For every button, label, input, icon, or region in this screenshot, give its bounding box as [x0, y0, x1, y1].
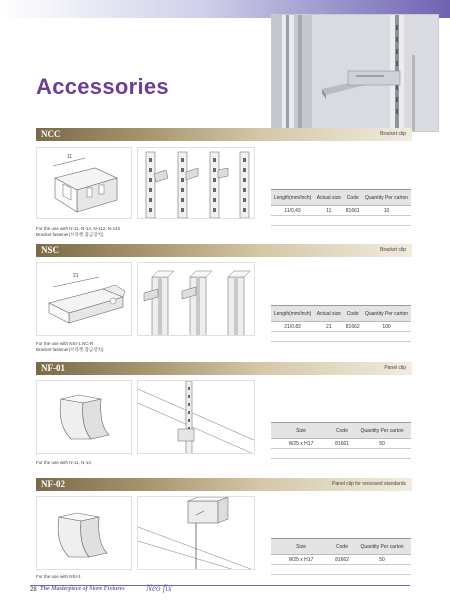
ncc-usage-note: [36, 226, 120, 238]
table-cell: 81662: [331, 555, 353, 565]
nsc-usage-note: [36, 341, 103, 353]
note-line: For the use with N-11, N-14: [36, 460, 91, 465]
ncc-dimension-label: 11: [67, 154, 73, 160]
table-row: [271, 206, 411, 216]
table-cell: 11/0.43: [271, 206, 314, 216]
column-header: Quantity Per carton: [353, 423, 411, 439]
nf-02-clip-drawing: [36, 496, 132, 570]
nsc-clip-drawing: [36, 262, 132, 336]
note-line: For the use with N-11, N-14, N-112, N-142: [36, 226, 121, 231]
column-header: Length(mm/inch): [271, 306, 314, 322]
column-header: Quantity Per carton: [362, 190, 411, 206]
column-header: Actual size: [314, 190, 343, 206]
table-header-row: [271, 423, 411, 439]
table-row: [271, 322, 411, 332]
footer-tagline: The Masterpiece of Store Fixtures: [40, 586, 125, 592]
table-cell: 81661: [343, 206, 362, 216]
section-code: NF-01: [41, 363, 65, 373]
table-cell: 11: [314, 206, 343, 216]
table-row: [271, 555, 411, 565]
table-row: [271, 439, 411, 449]
table-cell: 81661: [331, 439, 353, 449]
section-header-nsc: [36, 244, 412, 257]
nsc-standards-drawing: [137, 262, 255, 336]
column-header: Actual size: [314, 306, 343, 322]
table-cell: 50: [353, 555, 411, 565]
nf-01-usage-note: [36, 460, 91, 466]
column-header: Quantity Per carton: [362, 306, 411, 322]
page-title: Accessories: [36, 74, 169, 99]
section-header-ncc: [36, 128, 412, 141]
section-code: NCC: [41, 129, 61, 139]
table-header-row: [271, 190, 411, 206]
column-header: Quantity Per carton: [353, 539, 411, 555]
table-cell: 21: [314, 322, 343, 332]
section-code: NSC: [41, 245, 60, 255]
column-header: Size: [271, 423, 331, 439]
nsc-spec-table: [271, 305, 411, 342]
ncc-standards-drawing: [137, 147, 255, 219]
page-number: 28: [30, 587, 37, 593]
table-row-empty: [271, 216, 411, 226]
section-code: NF-02: [41, 479, 65, 489]
nf-02-usage-note: [36, 574, 81, 580]
table-header-row: [271, 306, 411, 322]
table-cell: W25 x H17: [271, 555, 331, 565]
note-line: For the use with NSI-1,NC-R: [36, 341, 94, 346]
section-type: Panel clip: [384, 365, 406, 371]
column-header: Code: [331, 539, 353, 555]
section-type: Bracket clip: [380, 247, 406, 253]
note-line: Bracket fastener(브라켓 잠금장치): [36, 347, 104, 352]
table-cell: 100: [362, 322, 411, 332]
nf-01-install-drawing: [137, 380, 255, 454]
brand-logo: Neo fix: [146, 583, 172, 593]
column-header: Code: [343, 306, 362, 322]
table-header-row: [271, 539, 411, 555]
ncc-clip-drawing: [36, 147, 132, 219]
table-row-empty: [271, 449, 411, 459]
section-header-nf-01: [36, 362, 412, 375]
section-type: Bracket clip: [380, 131, 406, 137]
note-line: For the use with NSI-1: [36, 574, 81, 579]
table-cell: 10: [362, 206, 411, 216]
nf-01-spec-table: [271, 422, 411, 459]
nf-02-spec-table: [271, 538, 411, 575]
table-cell: 21/0.82: [271, 322, 314, 332]
nf-01-clip-drawing: [36, 380, 132, 454]
section-header-nf-02: [36, 478, 412, 491]
nf-02-install-drawing: [137, 496, 255, 570]
column-header: Length(mm/inch): [271, 190, 314, 206]
nsc-dimension-label: 21: [73, 273, 79, 279]
column-header: Size: [271, 539, 331, 555]
table-row-empty: [271, 332, 411, 342]
section-type: Panel clip for recessed standards: [332, 481, 406, 487]
hero-photo: [271, 14, 439, 132]
table-cell: 50: [353, 439, 411, 449]
column-header: Code: [343, 190, 362, 206]
note-line: Bracket fastener(브라켓 잠금장치): [36, 232, 104, 237]
table-row-empty: [271, 565, 411, 575]
ncc-spec-table: [271, 189, 411, 226]
table-cell: W25 x H17: [271, 439, 331, 449]
column-header: Code: [331, 423, 353, 439]
table-cell: 81662: [343, 322, 362, 332]
